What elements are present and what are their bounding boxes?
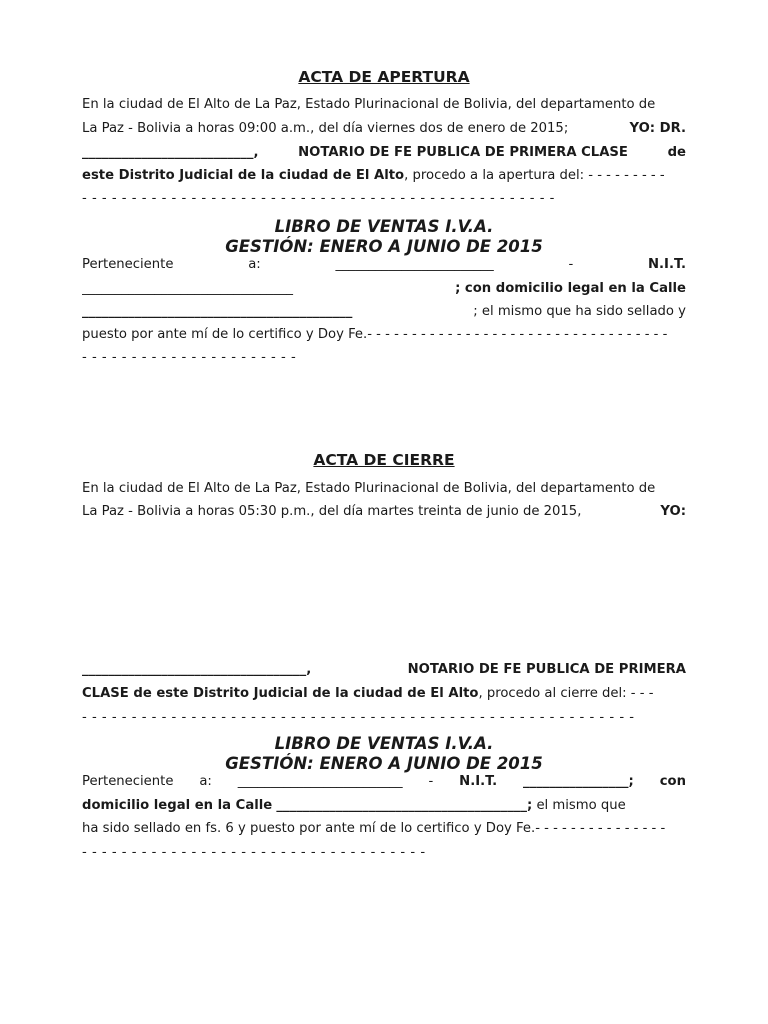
cierre-book-period: GESTIÓN: ENERO A JUNIO DE 2015 (225, 754, 543, 773)
apertura-dash-line: - - - - - - - - - - - - - - - - - - - - - - - - - - - - - - - - - - - - - - - - - - - - - - - - (82, 191, 555, 206)
notary-name-blank: __________________________________, (82, 662, 312, 677)
cierre-title: ACTA DE CIERRE (313, 451, 455, 469)
apertura-book-period: GESTIÓN: ENERO A JUNIO DE 2015 (225, 237, 543, 256)
separator: - (568, 257, 574, 272)
owner-a-label: a: (248, 257, 261, 272)
apertura-certify-line: puesto por ante mí de lo certifico y Doy Fe.- - - - - - - - - - - - - - - - - - - - - - - - - - - - - - - - - - (82, 327, 668, 342)
cierre-line-3 (82, 658, 686, 681)
cierre-address-line (82, 794, 686, 817)
district-text: este Distrito Judicial de la ciudad de El Alto (82, 168, 405, 183)
address-label: ; con domicilio legal en la Calle (455, 281, 686, 296)
notary-title: NOTARIO DE FE PUBLICA DE PRIMERA (407, 662, 686, 677)
nit-blank: ________________; (523, 774, 634, 789)
cierre-owner-line (82, 770, 686, 793)
owner-label: Perteneciente (82, 774, 174, 789)
cierre-dash-line: - - - - - - - - - - - - - - - - - - - - - - - - - - - - - - - - - - - - - - - - - - - - - - - - - - - - - - - - (82, 710, 635, 725)
apertura-line-1 (82, 93, 686, 116)
owner-name-blank: ________________________ (335, 257, 494, 272)
address-blank: _________________________________________ (82, 304, 353, 319)
cierre-text: , procedo al cierre del: - - - (478, 686, 654, 701)
cierre-line-4 (82, 682, 686, 705)
apertura-address-line (82, 300, 686, 323)
nit-label: N.I.T. (648, 257, 686, 272)
apertura-yo-label: YO: DR. (629, 121, 686, 136)
notary-name-blank: __________________________, (82, 145, 259, 160)
owner-label: Perteneciente (82, 257, 174, 272)
nit-blank: ________________________________ (82, 281, 293, 296)
cierre-line-2 (82, 500, 686, 523)
apertura-dash-line-2: - - - - - - - - - - - - - - - - - - - - - - (82, 350, 297, 365)
cierre-book-title: LIBRO DE VENTAS I.V.A. (274, 734, 494, 753)
district-text: CLASE de este Distrito Judicial de la ciudad de El Alto (82, 686, 479, 701)
apertura-line-4 (82, 164, 686, 187)
cierre-dash-line-2: - - - - - - - - - - - - - - - - - - - - - - - - - - - - - - - - - - - (82, 845, 426, 860)
address-label: domicilio legal en la Calle (82, 798, 273, 813)
cierre-text: con (659, 774, 686, 789)
address-blank: ______________________________________; (276, 798, 533, 813)
cierre-text: La Paz - Bolivia a horas 05:30 p.m., del día martes treinta de junio de 2015, (82, 504, 582, 519)
apertura-title: ACTA DE APERTURA (298, 68, 470, 86)
nit-label: N.I.T. (459, 774, 498, 789)
apertura-nit-line (82, 277, 686, 300)
cierre-yo-label: YO: (660, 504, 686, 519)
cierre-certify-line: ha sido sellado en fs. 6 y puesto por ante mí de lo certifico y Doy Fe.- - - - - - - - - - - - - - - (82, 821, 666, 836)
apertura-text: La Paz - Bolivia a horas 09:00 a.m., del día viernes dos de enero de 2015; (82, 121, 569, 136)
owner-a-label: a: (199, 774, 212, 789)
owner-name-blank: _________________________ (237, 774, 403, 789)
apertura-text: , procedo a la apertura del: - - - - - - - - - (404, 168, 665, 183)
cierre-line-1 (82, 477, 686, 500)
apertura-owner-line (82, 253, 686, 276)
apertura-book-title: LIBRO DE VENTAS I.V.A. (274, 217, 494, 236)
cierre-text: En la ciudad de El Alto de La Paz, Estado Plurinacional de Bolivia, del departamento de (82, 481, 656, 496)
apertura-line-3 (82, 141, 686, 164)
apertura-text: En la ciudad de El Alto de La Paz, Estado Plurinacional de Bolivia, del departamento de (82, 97, 656, 112)
separator: - (428, 774, 434, 789)
apertura-line-2 (82, 117, 686, 140)
notary-title: NOTARIO DE FE PUBLICA DE PRIMERA CLASE (298, 145, 628, 160)
apertura-text: de (667, 145, 686, 160)
cierre-text: el mismo que (532, 798, 626, 813)
apertura-text: ; el mismo que ha sido sellado y (473, 304, 686, 319)
